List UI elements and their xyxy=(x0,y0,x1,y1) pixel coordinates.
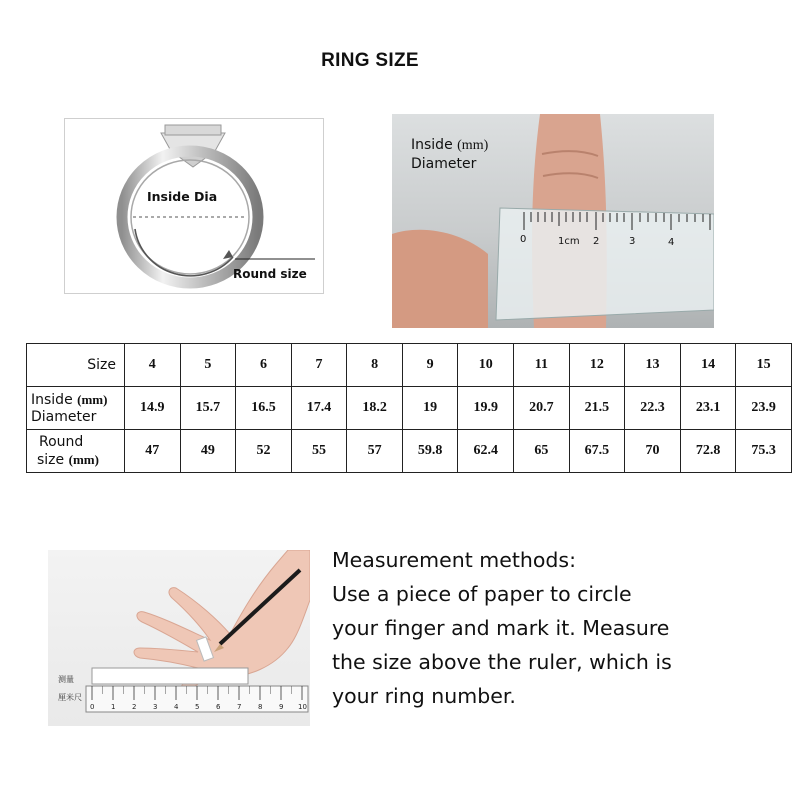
round-size-header-line1: Round xyxy=(39,433,84,450)
ruler-mark-2: 2 xyxy=(593,236,600,247)
diameter-header xyxy=(27,387,125,430)
hand-ruler-num: 6 xyxy=(216,703,221,711)
round-size-cell: 55 xyxy=(291,430,347,473)
diameter-header-unit: (mm) xyxy=(77,391,108,407)
hand-ruler-num: 9 xyxy=(279,703,284,711)
diameter-cell: 20.7 xyxy=(514,387,570,430)
round-size-cell: 47 xyxy=(125,430,181,473)
table-row-round-size xyxy=(27,430,792,473)
size-cell: 15 xyxy=(736,344,792,387)
diameter-cell: 16.5 xyxy=(236,387,292,430)
round-size-label: Round size xyxy=(233,267,307,281)
size-cell: 6 xyxy=(236,344,292,387)
size-cell: 8 xyxy=(347,344,403,387)
ring-size-table xyxy=(26,343,792,473)
hand-ruler-num: 1 xyxy=(111,703,116,711)
instruction-line: your finger and mark it. Measure xyxy=(332,616,670,640)
round-size-cell: 62.4 xyxy=(458,430,514,473)
hand-ruler-num: 4 xyxy=(174,703,179,711)
round-size-cell: 59.8 xyxy=(402,430,458,473)
instruction-line: your ring number. xyxy=(332,684,516,708)
ruler-mark-3: 3 xyxy=(629,236,636,247)
diameter-cell: 18.2 xyxy=(347,387,403,430)
round-size-cell: 70 xyxy=(625,430,681,473)
size-cell: 9 xyxy=(402,344,458,387)
instruction-line: Use a piece of paper to circle xyxy=(332,582,632,606)
diameter-cell: 17.4 xyxy=(291,387,347,430)
hand-ruler-num: 2 xyxy=(132,703,137,711)
table-row-diameter xyxy=(27,387,792,430)
ruler-mark-0: 0 xyxy=(520,234,527,245)
inside-dia-label: Inside Dia xyxy=(147,189,218,204)
ruler-mark-4: 4 xyxy=(668,237,675,248)
hand-ruler-num: 0 xyxy=(90,703,95,711)
size-cell: 13 xyxy=(625,344,681,387)
diameter-label-line2: Diameter xyxy=(411,156,477,172)
hand-measure-photo xyxy=(48,550,310,726)
diameter-header-line1: Inside xyxy=(31,391,73,408)
hand-ruler-num: 10 xyxy=(298,703,307,711)
hand-ruler-num: 8 xyxy=(258,703,263,711)
diameter-label-line1: Inside xyxy=(411,137,453,153)
hand-illustration xyxy=(48,550,310,726)
round-size-cell: 67.5 xyxy=(569,430,625,473)
size-cell: 14 xyxy=(680,344,736,387)
round-size-cell: 57 xyxy=(347,430,403,473)
table-row-size xyxy=(27,344,792,387)
diameter-cell: 23.9 xyxy=(736,387,792,430)
diameter-cell: 22.3 xyxy=(625,387,681,430)
size-cell: 12 xyxy=(569,344,625,387)
size-cell: 4 xyxy=(125,344,181,387)
round-size-cell: 75.3 xyxy=(736,430,792,473)
diameter-cell: 19 xyxy=(402,387,458,430)
diameter-cell: 14.9 xyxy=(125,387,181,430)
size-header: Size xyxy=(27,344,125,387)
ruler-mark-1cm: 1cm xyxy=(558,236,580,247)
diameter-cell: 21.5 xyxy=(569,387,625,430)
instruction-line: Measurement methods: xyxy=(332,548,577,572)
diameter-cell: 19.9 xyxy=(458,387,514,430)
hand-ruler-num: 7 xyxy=(237,703,242,711)
diameter-header-line2: Diameter xyxy=(31,408,97,425)
ring-diagram xyxy=(64,118,324,294)
round-size-cell: 65 xyxy=(514,430,570,473)
size-cell: 11 xyxy=(514,344,570,387)
hand-ruler-num: 3 xyxy=(153,703,158,711)
diameter-cell: 15.7 xyxy=(180,387,236,430)
round-size-header xyxy=(27,430,125,473)
round-size-cell: 49 xyxy=(180,430,236,473)
round-size-cell: 72.8 xyxy=(680,430,736,473)
round-size-header-line2: size xyxy=(37,451,65,468)
cm-ruler-label: 厘米尺 xyxy=(58,693,82,702)
size-cell: 5 xyxy=(180,344,236,387)
size-cell: 7 xyxy=(291,344,347,387)
round-size-header-unit: (mm) xyxy=(68,451,99,467)
finger-measure-photo xyxy=(392,114,714,328)
diameter-label-unit: (mm) xyxy=(457,138,489,153)
instruction-line: the size above the ruler, which is xyxy=(332,650,672,674)
hand-ruler-num: 5 xyxy=(195,703,200,711)
measurement-instructions xyxy=(332,543,802,713)
page-title: RING SIZE xyxy=(321,50,419,71)
diameter-cell: 23.1 xyxy=(680,387,736,430)
diameter-label xyxy=(411,136,488,174)
size-cell: 10 xyxy=(458,344,514,387)
round-size-cell: 52 xyxy=(236,430,292,473)
paper-ruler-label: 测量 xyxy=(58,675,74,684)
